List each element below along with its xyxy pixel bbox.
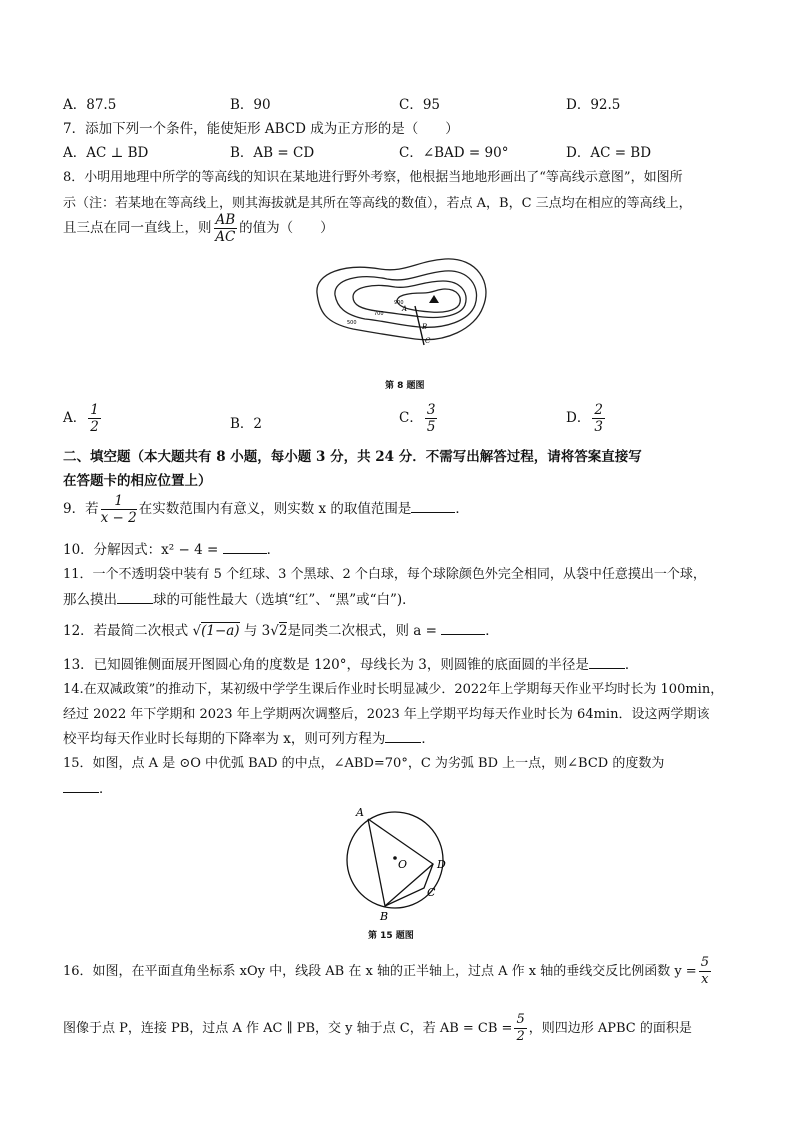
label-a: A <box>402 305 408 313</box>
q6-option-d: D．92.5 <box>566 97 621 113</box>
q7-option-c: C．∠BAD = 90° <box>399 145 509 161</box>
q9-frac-num: 1 <box>101 493 137 510</box>
q10-end: ． <box>266 542 281 558</box>
q8-option-d <box>566 402 607 435</box>
q9-frac-den: x − 2 <box>100 510 137 526</box>
q8-option-a-label: A． <box>63 410 87 426</box>
circle-figure <box>340 800 452 922</box>
q8-option-c <box>399 402 439 435</box>
q6-option-b: B．90 <box>230 97 271 113</box>
q16-line1 <box>63 955 713 988</box>
q13-text: 13．已知圆锥侧面展开图圆心角的度数是 120°，母线长为 3，则圆锥的底面圆的半径是 <box>63 657 589 673</box>
center-dot <box>393 856 397 860</box>
q6-option-a: A．87.5 <box>63 97 117 113</box>
q13-end: ． <box>624 657 639 673</box>
q11-line1: 11．一个不透明袋中装有 5 个红球、3 个黑球、2 个白球，每个球除颜色外完全相同，从袋中任意摸出一个球， <box>63 567 706 582</box>
q10 <box>63 538 280 558</box>
q8-option-d-label: D． <box>566 410 591 426</box>
q12-pre: 12．若最简二次根式 <box>63 623 189 639</box>
q15-figure-caption: 第 15 题图 <box>368 931 414 941</box>
q13-answer-blank[interactable] <box>589 668 625 669</box>
q14-line2: 经过 2022 年下学期和 2023 年上学期两次调整后，2023 年上学期平均每天作业时长为 64min．设这两学期该 <box>63 707 710 722</box>
q7-option-d: D．AC = BD <box>566 145 652 161</box>
q15-line1: 15．如图，点 A 是 ⊙O 中优弧 BAD 的中点，∠ABD=70°，C 为劣弧 BD 上一点，则∠BCD 的度数为 <box>63 756 665 771</box>
q9-end: ． <box>455 501 469 517</box>
q8-option-c-den: 5 <box>426 419 436 435</box>
q9 <box>63 493 469 526</box>
q8-fraction <box>214 212 238 245</box>
q7-option-b: B．AB = CD <box>230 145 315 161</box>
contour-700 <box>353 281 466 318</box>
q8-line1: 8．小明用地理中所学的等高线的知识在某地进行野外考察，他根据当地地形画出了“等高线示意图”，如图所 <box>63 170 683 185</box>
sqrt-sign-icon-2: √ <box>270 623 279 639</box>
q16-frac-den: x <box>701 972 709 987</box>
q14-pre3: 校平均每天作业时长每期的下降率为 x，则可列方程为 <box>63 731 386 747</box>
section2-heading-line2: 在答题卡的相应位置上） <box>63 473 212 489</box>
q8-option-a-den: 2 <box>90 419 99 435</box>
label-a: A <box>356 806 364 819</box>
q16-line2 <box>63 1012 692 1045</box>
section2-heading-line1: 二、填空题（本大题共有 8 小题，每小题 3 分，共 24 分．不需写出解答过程，请将答案直接写 <box>63 449 642 465</box>
q12-answer-blank[interactable] <box>441 634 485 635</box>
contour-map-figure <box>305 255 495 350</box>
q8-option-b: B．2 <box>230 416 263 432</box>
q11-pre: 那么摸出 <box>63 592 117 608</box>
q8-line3 <box>63 212 334 245</box>
q7-option-a: A．AC ⊥ BD <box>63 145 149 161</box>
label-o: O <box>398 858 408 871</box>
q8-option-d-num: 2 <box>594 402 603 418</box>
q8-line3-post: 的值为（ ） <box>239 220 334 236</box>
q16-pre: 16．如图，在平面直角坐标系 xOy 中，线段 AB 在 x 轴的正半轴上，过点 A 作 x 轴的垂线交反比例函数 y = <box>63 964 697 979</box>
q16-frac2-num: 5 <box>516 1012 525 1027</box>
q12-end: ． <box>485 623 499 639</box>
label-700: 700 <box>374 311 384 317</box>
q14-line3 <box>63 727 435 747</box>
q12-coef: 3 <box>261 623 271 639</box>
q8-option-c-label: C． <box>399 410 423 426</box>
q10-answer-blank[interactable] <box>223 553 267 554</box>
q16-line2-pre: 图像于点 P，连接 PB，过点 A 作 AC ∥ PB，交 y 轴于点 C，若 AB = CB = <box>63 1021 513 1036</box>
q12-mid: 与 <box>243 623 258 639</box>
q8-option-a <box>63 402 103 435</box>
q12-post: 是同类二次根式，则 a = <box>287 623 437 639</box>
q8-frac-den: AC <box>215 229 236 245</box>
label-c: C <box>427 886 436 899</box>
q11-post: 球的可能性最大（选填“红”、“黑”或“白”)． <box>153 592 416 608</box>
q11-line2 <box>63 588 416 608</box>
q9-post: 在实数范围内有意义，则实数 x 的取值范围是 <box>138 501 412 517</box>
label-d: D <box>437 858 446 871</box>
peak-triangle-icon <box>429 295 439 303</box>
label-500: 500 <box>347 320 357 326</box>
q14-end: ． <box>421 731 435 747</box>
label-c: C <box>425 337 431 345</box>
q15-end: ． <box>99 781 113 797</box>
q9-answer-blank[interactable] <box>411 512 455 513</box>
q8-frac-num: AB <box>215 212 236 228</box>
label-b: B <box>380 910 389 922</box>
q16-line2-post: ，则四边形 APBC 的面积是 <box>528 1021 692 1036</box>
q8-line3-pre: 且三点在同一直线上，则 <box>63 220 212 236</box>
label-900: 900 <box>394 300 404 306</box>
q14-line1: 14.在双减政策”的推动下，某初级中学学生课后作业时长明显减少．2022年上学期每天作业平均时长为 100min， <box>63 682 724 697</box>
q8-line2: 示（注：若某地在等高线上，则其海拔就是其所在等高线的数值），若点 A，B，C 三点均在相应的等高线上， <box>63 196 692 211</box>
q16-frac2-den: 2 <box>516 1029 525 1044</box>
q13 <box>63 653 638 673</box>
q14-answer-blank[interactable] <box>385 742 421 743</box>
q8-option-a-num: 1 <box>90 402 99 418</box>
q15-line2 <box>63 777 113 797</box>
q8-figure-caption: 第 8 题图 <box>385 381 425 391</box>
q7-stem: 7．添加下列一个条件，能使矩形 ABCD 成为正方形的是（ ） <box>63 121 459 137</box>
label-b: B <box>422 323 428 331</box>
sqrt-sign-icon: √ <box>192 623 202 639</box>
q8-option-d-den: 3 <box>594 419 603 435</box>
q6-option-c: C．95 <box>399 97 441 113</box>
q15-answer-blank[interactable] <box>63 792 99 793</box>
q12-radicand2: 2 <box>278 623 288 639</box>
q12 <box>63 619 499 639</box>
q8-option-c-num: 3 <box>426 402 436 418</box>
q11-answer-blank[interactable] <box>117 603 153 604</box>
q9-pre: 9．若 <box>63 501 99 517</box>
q12-radicand: (1−a) <box>201 623 240 639</box>
q10-text: 10．分解因式：x² − 4 = <box>63 542 219 558</box>
contour-500 <box>335 271 477 327</box>
q16-frac-num: 5 <box>700 955 709 970</box>
